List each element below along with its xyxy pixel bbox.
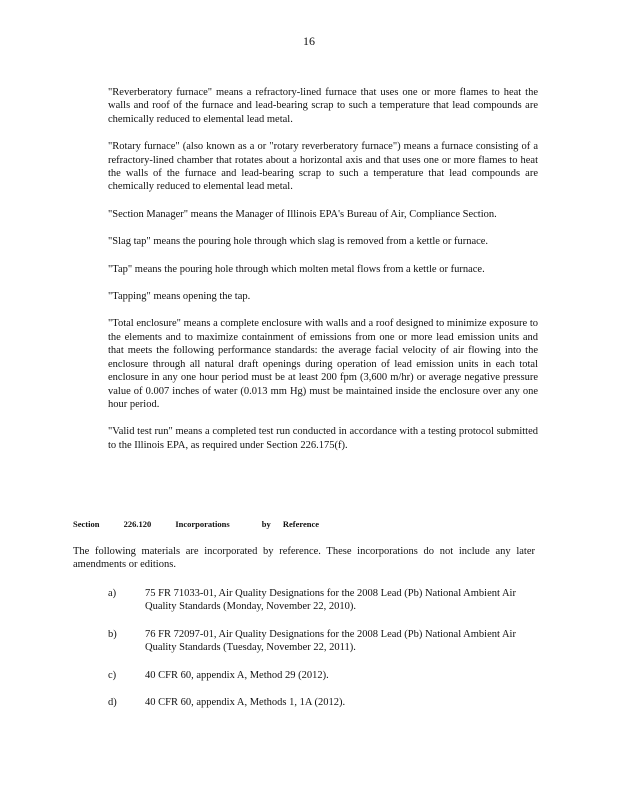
reference-item [108,628,528,655]
reference-label: b) [108,628,117,640]
section-title-reference: Reference [282,519,320,529]
reference-label: c) [108,669,117,681]
definition-section-manager: "Section Manager" means the Manager of Illinois EPA's Bureau of Air, Compliance Section. [108,208,497,220]
reference-label: a) [108,588,117,599]
section-intro: The following materials are incorporated by reference. These incorporations do not include any later amendments or editions. [73,546,535,571]
reference-label: d) [108,697,117,709]
section-number: 226.120 [123,519,152,529]
reference-text: 40 CFR 60, appendix A, Method 29 (2012). [145,669,329,681]
definition-total-enclosure: "Total enclosure" means a complete enclosure with walls and a roof designed to minimize exposure to the elements and to maximize containment of emissions from one or more lead emission units and that meets the following performance standards: the average facial velocity of air flowing into the enclosure through all natural draft openings during operation of lead emission units in each total enclosure in any one hour period must be at least 200 fpm (3,600 m/hr) or average negative pressure value of 0.007 inches of water (0.013 mm Hg) must be maintained inside the enclosure over any one hour period. [108,318,538,410]
section-title: Incorporations [175,519,230,529]
definition-rotary-furnace: "Rotary furnace" (also known as a or "rotary reverberatory furnace") means a furnace consisting of a refractory-lined chamber that rotates about a horizontal axis and that uses one or more flames to heat the walls of the furnace and lead-bearing scrap to such a temperature that lead compounds are chemically reduced to elemental lead metal. [108,141,538,193]
definition-reverberatory-furnace: "Reverberatory furnace" means a refractory-lined furnace that uses one or more flames to heat the walls and roof of the furnace and lead-bearing scrap to such a temperature that lead compounds are chemically reduced to elemental lead metal. [108,87,538,125]
section-heading [73,519,543,529]
reference-text: 75 FR 71033-01, Air Quality Designations for the 2008 Lead (Pb) National Ambient Air Quality Standards (Monday, November 22, 2010). [145,588,516,613]
definition-tapping: "Tapping" means opening the tap. [108,291,251,303]
page-number: 16 [303,34,315,48]
section-label: Section [73,519,100,529]
definition-valid-test-run: "Valid test run" means a completed test run conducted in accordance with a testing protocol submitted to the Illinois EPA, as required under Section 226.175(f). [108,426,538,451]
definition-slag-tap: "Slag tap" means the pouring hole through which slag is removed from a kettle or furnace. [108,236,489,248]
section-title-by: by [261,519,271,529]
reference-item [108,669,528,682]
definitions-list [108,86,538,466]
definition-tap: "Tap" means the pouring hole through which molten metal flows from a kettle or furnace. [108,263,485,275]
reference-text: 76 FR 72097-01, Air Quality Designations for the 2008 Lead (Pb) National Ambient Air Quality Standards (Tuesday, November 22, 2011). [145,628,516,654]
references-list [108,587,528,723]
reference-text: 40 CFR 60, appendix A, Methods 1, 1A (2012). [145,697,346,709]
reference-item [108,587,528,614]
reference-item [108,696,528,709]
